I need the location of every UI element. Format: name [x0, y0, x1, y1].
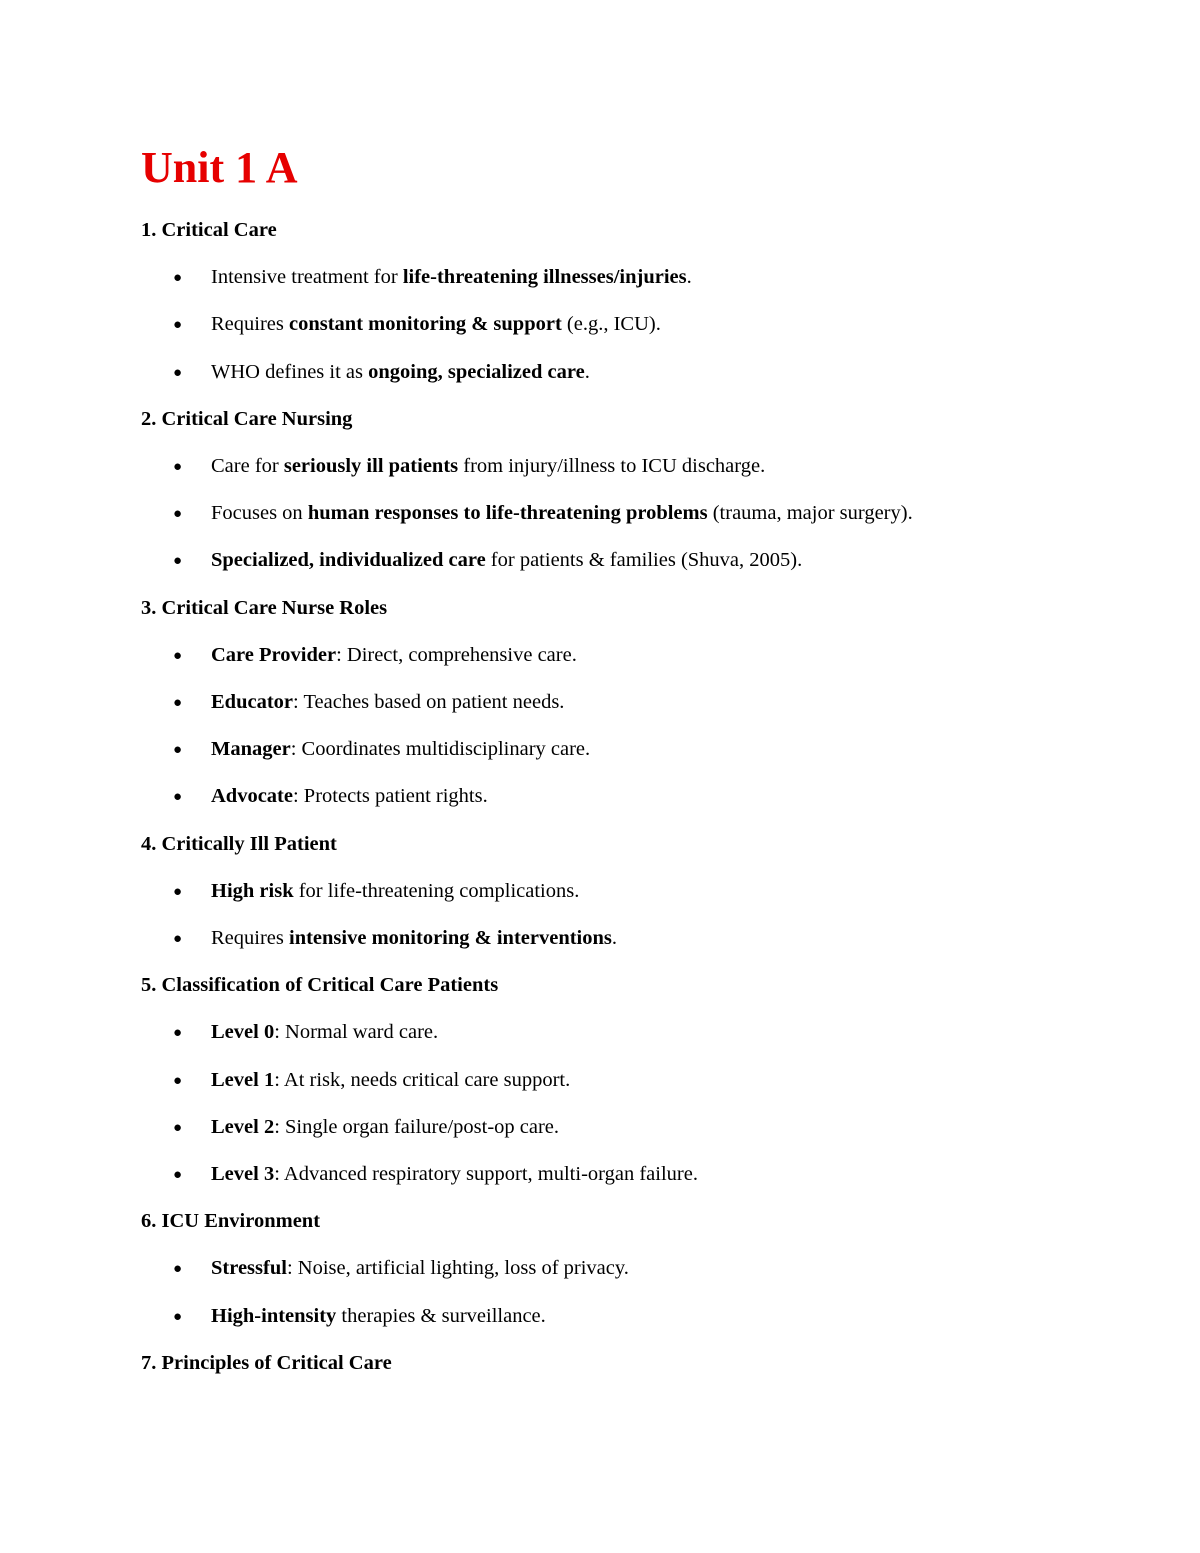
section-heading: 1. Critical Care — [141, 219, 277, 241]
list-item — [173, 925, 617, 952]
bullet-dot-icon: ● — [173, 317, 183, 334]
list-text: Care for — [211, 455, 284, 477]
list-text: Focuses on — [211, 502, 308, 525]
list-text: WHO defines it as — [211, 360, 369, 383]
list-item — [173, 1255, 629, 1282]
list-item — [173, 642, 577, 669]
list-item — [173, 1303, 546, 1330]
list-item — [173, 311, 661, 338]
list-text: : Advanced respiratory support, multi-organ failure. — [274, 1163, 698, 1185]
bullet-dot-icon: ● — [173, 1119, 183, 1136]
list-text: : Noise, artificial lighting, loss of privacy. — [286, 1257, 629, 1280]
list-text: (trauma, major surgery). — [707, 502, 913, 525]
bullet-dot-icon: ● — [173, 1072, 183, 1089]
list-text: : Teaches based on patient needs. — [293, 691, 565, 713]
section-heading: 4. Critically Ill Patient — [141, 832, 337, 855]
bullet-dot-icon: ● — [173, 1261, 183, 1278]
list-text: therapies & surveillance. — [336, 1304, 546, 1327]
bold-text: seriously ill patients — [283, 455, 459, 477]
bold-text: Stressful — [211, 1257, 287, 1280]
section-heading: 5. Classification of Critical Care Patients — [141, 974, 499, 997]
list-item — [173, 264, 692, 291]
list-text: : Protects patient rights. — [292, 785, 488, 808]
list-item — [173, 547, 802, 574]
section-heading: 7. Principles of Critical Care — [141, 1351, 392, 1374]
list-item — [173, 878, 579, 905]
bullet-dot-icon: ● — [173, 459, 183, 475]
list-text: for life-threatening complications. — [293, 879, 580, 902]
bullet-dot-icon: ● — [173, 742, 183, 759]
bullet-dot-icon: ● — [173, 364, 183, 381]
list-text: Requires — [211, 313, 289, 336]
section-heading: 2. Critical Care Nursing — [141, 407, 353, 430]
list-text: for patients & families (Shuva, 2005). — [485, 549, 803, 572]
section-heading: 3. Critical Care Nurse Roles — [141, 596, 388, 619]
list-item — [173, 500, 913, 527]
list-text: Requires — [211, 927, 289, 949]
bold-text: ongoing, specialized care — [368, 360, 585, 383]
bold-text: constant monitoring & support — [289, 313, 562, 336]
list-text: : Single organ failure/post-op care. — [274, 1115, 560, 1138]
bullet-dot-icon: ● — [173, 270, 183, 287]
bold-text: Care Provider — [211, 643, 337, 666]
bold-text: Specialized, individualized care — [211, 549, 486, 572]
list-text: . — [686, 266, 692, 289]
bold-text: Manager — [211, 738, 291, 761]
list-text: from injury/illness to ICU discharge. — [458, 455, 766, 477]
bold-text: life-threatening illnesses/injuries — [402, 266, 687, 289]
bold-text: Advocate — [211, 785, 293, 808]
bullet-dot-icon: ● — [173, 1308, 183, 1325]
list-item — [173, 453, 765, 480]
list-text: : Coordinates multidisciplinary care. — [290, 738, 591, 761]
list-text: Intensive treatment for — [211, 266, 403, 289]
bullet-dot-icon: ● — [173, 1025, 183, 1042]
bold-text: human responses to life-threatening problems — [307, 502, 708, 525]
bullet-dot-icon: ● — [173, 789, 183, 806]
bold-text: Level 1 — [211, 1068, 275, 1091]
bullet-dot-icon: ● — [173, 506, 183, 523]
bullet-dot-icon: ● — [173, 647, 183, 664]
list-item — [173, 1114, 559, 1141]
list-text: . — [611, 927, 617, 949]
list-item — [173, 689, 564, 716]
list-item — [173, 1067, 570, 1094]
list-item — [173, 1019, 438, 1046]
list-text: : At risk, needs critical care support. — [274, 1068, 571, 1091]
list-item — [173, 736, 590, 763]
list-text: : Normal ward care. — [274, 1021, 439, 1044]
section-heading: 6. ICU Environment — [141, 1210, 321, 1233]
list-item — [173, 1161, 698, 1188]
bold-text: High-intensity — [211, 1304, 337, 1327]
bold-text: Level 2 — [211, 1115, 275, 1138]
bullet-dot-icon: ● — [173, 695, 183, 711]
page-title: Unit 1 A — [141, 143, 298, 192]
bullet-dot-icon: ● — [173, 1167, 183, 1183]
bold-text: Level 0 — [211, 1021, 275, 1044]
bullet-dot-icon: ● — [173, 553, 183, 570]
list-text: (e.g., ICU). — [561, 313, 661, 336]
list-text: : Direct, comprehensive care. — [336, 643, 577, 666]
bullet-dot-icon: ● — [173, 931, 183, 947]
bold-text: Educator — [211, 691, 293, 713]
bold-text: High risk — [211, 879, 294, 902]
list-item — [173, 359, 590, 386]
bullet-dot-icon: ● — [173, 883, 183, 900]
list-item — [173, 783, 488, 810]
list-text: . — [584, 360, 590, 383]
bold-text: intensive monitoring & interventions — [289, 927, 612, 949]
bold-text: Level 3 — [211, 1163, 275, 1185]
